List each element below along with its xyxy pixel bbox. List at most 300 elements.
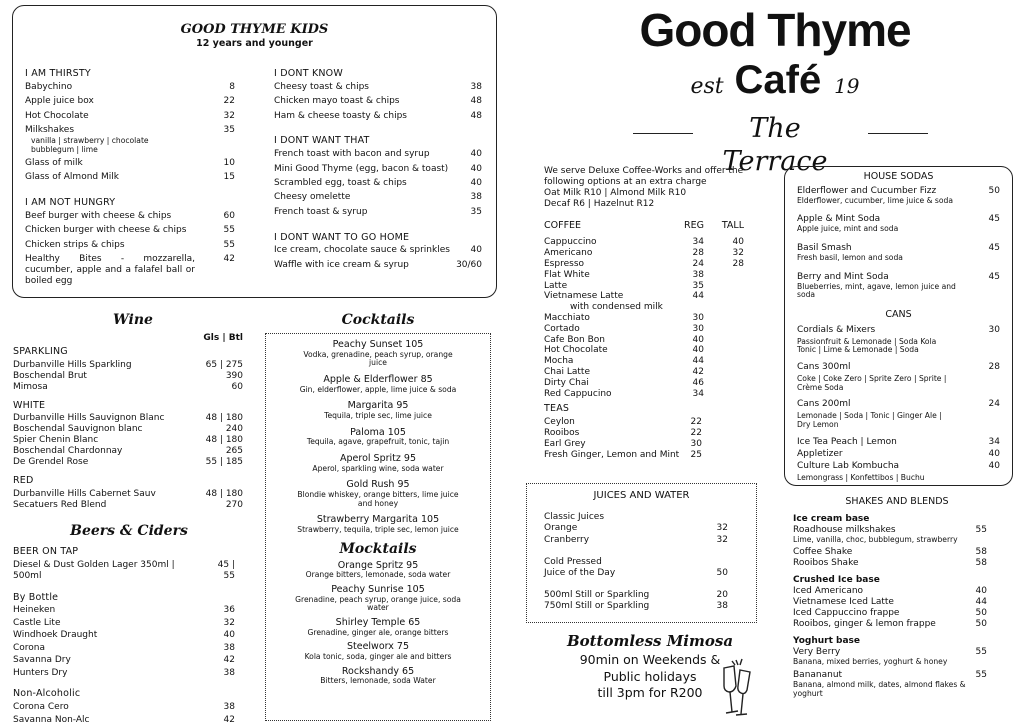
item-name: Apple juice box — [25, 96, 94, 107]
juice-item — [544, 523, 728, 534]
item-name: Cortado — [544, 323, 580, 334]
item-price-tall — [704, 389, 744, 400]
item-name: Secatuers Red Blend — [13, 499, 107, 510]
drink-name: Steelworx 75 — [346, 641, 410, 653]
item-name: Appletizer — [797, 448, 843, 459]
item-description: Lemonade | Soda | Tonic | Ginger Ale | Dry Lemon — [797, 411, 942, 430]
item-description: Fresh basil, lemon and soda — [797, 252, 903, 262]
menu-item — [274, 164, 482, 175]
item-description: Coke | Coke Zero | Sprite Zero | Sprite | Crème Soda — [797, 374, 947, 392]
item-price-tall: 32 — [732, 248, 744, 259]
cans-title: CANS — [885, 309, 912, 321]
item-name: Very Berry — [793, 647, 841, 658]
wine-item — [13, 489, 243, 500]
item-price: 40 — [988, 448, 1000, 459]
drink-item — [270, 479, 486, 508]
wine-section — [13, 312, 243, 510]
coffee-item — [544, 389, 744, 400]
coffee-section — [544, 166, 744, 461]
item-name: Red Cappucino — [544, 388, 612, 399]
item-description: Lime, vanilla, choc, bubblegum, strawberry — [793, 534, 958, 544]
beer-item — [13, 618, 235, 629]
drink-description: Tequila, triple sec, lime juice — [324, 410, 432, 420]
soda-item — [797, 186, 1000, 197]
item-name: Cranberry — [544, 534, 590, 545]
brand-est: est — [690, 74, 724, 99]
beer-item — [13, 643, 235, 654]
menu-item — [274, 245, 482, 256]
item-price: 55 — [223, 239, 235, 250]
coffee-item — [544, 313, 744, 324]
menu-item — [25, 172, 235, 183]
item-name: Savanna Dry — [13, 655, 71, 666]
item-price: 24 — [988, 399, 1000, 410]
soda-item — [797, 272, 1000, 283]
item-price: 48 — [470, 110, 482, 121]
item-name: Fresh Ginger, Lemon and Mint — [544, 449, 680, 460]
item-description: Banana, mixed berries, yoghurt & honey — [793, 657, 948, 667]
menu-item — [274, 82, 482, 93]
coffee-list — [544, 237, 744, 399]
item-price-reg: 35 — [692, 280, 704, 291]
item-price-tall — [704, 291, 744, 302]
item-name: Diesel & Dust Golden Lager 350ml | 500ml — [13, 559, 175, 581]
item-price: 55 — [975, 524, 987, 535]
kids-section-heading: I DONT WANT THAT — [274, 135, 370, 147]
beer-item — [13, 655, 235, 666]
mimosa-line-2: Public holidays — [603, 668, 697, 684]
item-description: with condensed milk — [570, 302, 663, 313]
can-item — [797, 437, 1000, 448]
item-price-tall — [704, 367, 744, 378]
wine-item — [13, 360, 243, 371]
item-name: Waffle with ice cream & syrup — [274, 259, 409, 270]
wine-col-header: Gls | Btl — [203, 333, 243, 344]
cans-list — [797, 325, 1000, 483]
item-price: 40 — [988, 460, 1000, 471]
drink-item — [270, 374, 486, 394]
item-price-tall: 40 — [732, 237, 744, 248]
item-description: Elderflower, cucumber, lime juice & soda — [797, 195, 954, 205]
tea-item — [544, 439, 702, 450]
item-price: 48 | 180 — [205, 413, 243, 424]
soda-list — [797, 186, 1000, 300]
shake-section-heading: Crushed Ice base — [793, 575, 880, 586]
item-name: Cold Pressed — [544, 556, 602, 567]
coffee-item — [544, 291, 744, 302]
item-name: Babychino — [25, 81, 73, 92]
item-name: Iced Americano — [793, 586, 864, 597]
juice-item — [544, 579, 728, 590]
cocktails-section — [265, 312, 491, 721]
wine-section-heading: RED — [13, 474, 34, 486]
item-price: 58 — [975, 558, 987, 569]
drink-description: Blondie whiskey, orange bitters, lime juice and honey — [297, 489, 459, 508]
item-name: Ice cream, chocolate sauce & sprinkles — [274, 245, 450, 256]
item-price: 50 — [716, 568, 728, 578]
drink-description: Kola tonic, soda, ginger ale and bitters — [304, 651, 452, 661]
item-name: Ice Tea Peach | Lemon — [797, 436, 897, 447]
item-name: Roadhouse milkshakes — [793, 524, 896, 535]
item-name: Mimosa — [13, 381, 48, 392]
item-price: 40 — [470, 245, 482, 256]
shakes-title: SHAKES AND BLENDS — [845, 496, 949, 507]
menu-item — [25, 254, 235, 287]
kids-title: GOOD THYME KIDS — [180, 22, 329, 37]
item-name: Latte — [544, 280, 568, 291]
item-price-reg: 46 — [692, 377, 704, 388]
item-name: Boschendal Sauvignon blanc — [13, 424, 143, 435]
drink-description: Orange bitters, lemonade, soda water — [305, 570, 451, 580]
can-item — [797, 325, 1000, 336]
item-description: Blueberries, mint, agave, lemon juice and soda — [797, 281, 956, 300]
item-name: Cafe Bon Bon — [544, 334, 605, 345]
drink-item — [270, 666, 486, 686]
drink-item — [270, 641, 486, 661]
item-name: Earl Grey — [544, 438, 586, 449]
coffee-item — [544, 237, 744, 248]
menu-item — [274, 96, 482, 107]
shake-section-heading: Yoghurt base — [793, 636, 860, 647]
menu-item — [25, 111, 235, 122]
item-name: Castle Lite — [13, 617, 61, 628]
item-name: Chicken burger with cheese & chips — [25, 225, 187, 236]
item-price: 38 — [223, 642, 235, 653]
beer-item — [13, 630, 235, 641]
item-name: Mocha — [544, 356, 574, 367]
beer-section-heading: Non-Alcoholic — [13, 688, 81, 700]
item-price: 44 — [975, 597, 987, 608]
item-name: Culture Lab Kombucha — [797, 460, 900, 471]
item-price: 45 — [988, 242, 1000, 253]
item-name: Cheesy toast & chips — [274, 81, 370, 92]
item-price: 390 — [225, 370, 243, 381]
drink-name: Rockshandy 65 — [341, 665, 415, 677]
item-price: 50 — [988, 185, 1000, 196]
item-description: Passionfruit & Lemonade | Soda Kola Tonic | Lime & Lemonade | Soda — [797, 336, 937, 355]
coffee-heading: COFFEE — [544, 219, 582, 231]
item-price-reg: 24 — [692, 259, 704, 270]
drink-name: Apple & Elderflower 85 — [323, 374, 433, 386]
drink-name: Orange Spritz 95 — [337, 559, 419, 571]
beer-item — [13, 668, 235, 679]
item-name: Banananut — [793, 669, 843, 680]
kids-section-heading: I DONT KNOW — [274, 68, 343, 79]
item-name: Windhoek Draught — [13, 630, 98, 641]
brand-cafe: Café — [734, 58, 822, 102]
item-price: 55 — [975, 647, 987, 658]
item-name: Cans 300ml — [797, 362, 851, 373]
item-name: Ham & cheese toasty & chips — [274, 110, 407, 121]
menu-item — [25, 82, 235, 93]
item-name: Spier Chenin Blanc — [13, 435, 99, 446]
item-description: Lemongrass | Konfettibos | Buchu — [797, 472, 925, 482]
tea-item — [544, 417, 702, 428]
item-price: 10 — [223, 157, 235, 168]
item-price: 60 — [231, 381, 243, 392]
item-name: Chicken mayo toast & chips — [274, 96, 400, 107]
kids-subtitle: 12 years and younger — [196, 37, 313, 49]
shake-item — [793, 619, 987, 630]
drink-description: Vodka, grenadine, peach syrup, orange juice — [303, 349, 453, 368]
juices-title: JUICES AND WATER — [593, 490, 690, 501]
item-price-reg: 30 — [692, 313, 704, 324]
item-name: 500ml Still or Sparkling — [544, 590, 650, 601]
mocktail-list — [270, 560, 486, 686]
drink-item — [270, 339, 486, 368]
wine-title: Wine — [113, 312, 153, 328]
item-price: 38 — [223, 667, 235, 678]
coffee-intro: We serve Deluxe Coffee-Works and offer the following options at an extra charge — [544, 166, 744, 187]
shakes-section — [793, 496, 987, 701]
drink-item — [270, 560, 486, 580]
item-price-tall — [704, 313, 744, 324]
wine-section-heading: SPARKLING — [13, 346, 68, 358]
kids-menu-box — [12, 5, 497, 298]
item-price: 30 — [690, 438, 702, 449]
item-name: Heineken — [13, 605, 56, 616]
drink-name: Aperol Spritz 95 — [340, 452, 416, 464]
juice-item — [544, 512, 728, 523]
drink-name: Gold Rush 95 — [346, 479, 410, 491]
item-name: Rooibos, ginger & lemon frappe — [793, 619, 936, 630]
coffee-item — [544, 270, 744, 281]
item-price-reg: 34 — [692, 237, 704, 248]
shake-item — [793, 525, 987, 536]
can-item — [797, 449, 1000, 460]
item-name: Scrambled egg, toast & chips — [274, 178, 407, 188]
item-name: Flat White — [544, 269, 590, 280]
item-name: Cans 200ml — [797, 399, 851, 410]
item-name: Chai Latte — [544, 367, 590, 378]
drink-name: Strawberry Margarita 105 — [316, 514, 440, 526]
item-name: Durbanville Hills Cabernet Sauv — [13, 488, 156, 499]
kids-section-heading: I AM THIRSTY — [25, 68, 91, 79]
cocktails-box — [265, 333, 491, 721]
item-price: 270 — [225, 499, 243, 510]
kids-section-heading: I AM NOT HUNGRY — [25, 197, 116, 209]
item-price: 40 — [975, 586, 987, 597]
drink-item — [270, 453, 486, 473]
can-item — [797, 399, 1000, 410]
item-price: 38 — [223, 702, 235, 713]
item-price-reg: 34 — [692, 388, 704, 399]
mimosa-title: Bottomless Mimosa — [566, 632, 734, 650]
wine-item — [13, 382, 243, 393]
item-name: Apple & Mint Soda — [797, 214, 881, 225]
beer-section-heading: BEER ON TAP — [13, 546, 79, 558]
menu-item — [25, 125, 235, 136]
wine-list — [13, 346, 243, 510]
item-price: 38 — [716, 601, 728, 612]
item-name: Savanna Non-Alc — [13, 714, 90, 723]
item-price: 25 — [690, 449, 702, 460]
item-price-tall — [704, 335, 744, 346]
item-name: Hot Chocolate — [25, 110, 89, 121]
mimosa-line-1: 90min on Weekends & — [579, 652, 721, 668]
item-price-tall — [704, 356, 744, 367]
item-price: 34 — [988, 436, 1000, 447]
item-price: 32 — [223, 110, 235, 121]
drink-description: Grenadine, ginger ale, orange bitters — [307, 627, 449, 637]
coffee-item — [544, 248, 744, 259]
item-price: 45 — [988, 214, 1000, 225]
item-name: Chicken strips & chips — [25, 239, 125, 250]
item-price-tall: 28 — [732, 259, 744, 270]
item-price: 20 — [716, 590, 728, 601]
item-name: Durbanville Hills Sauvignon Blanc — [13, 413, 165, 424]
beer-item — [13, 560, 235, 582]
item-price: 40 — [470, 178, 482, 188]
tea-list — [544, 417, 702, 461]
menu-item — [274, 192, 482, 203]
wine-item — [13, 446, 243, 457]
item-price: 45 | 55 — [217, 559, 235, 581]
item-price-reg: 40 — [692, 345, 704, 356]
item-name: Espresso — [544, 259, 585, 270]
wine-item — [13, 371, 243, 382]
menu-item — [25, 211, 235, 222]
coffee-item — [544, 378, 744, 389]
wine-item — [13, 435, 243, 446]
item-name: Cheesy omelette — [274, 192, 351, 203]
coffee-item — [544, 367, 744, 378]
tea-item — [544, 428, 702, 439]
item-price: 265 — [225, 446, 243, 457]
item-price — [710, 557, 728, 568]
item-name: Hunters Dry — [13, 667, 68, 678]
drink-description: Aperol, sparkling wine, soda water — [312, 463, 444, 473]
item-price-tall — [704, 345, 744, 356]
coffee-item — [544, 345, 744, 356]
item-price: 48 | 180 — [205, 435, 243, 446]
drink-description: Strawberry, tequila, triple sec, lemon juice — [297, 524, 459, 534]
item-description: vanilla | strawberry | chocolate bubblegum | lime — [31, 136, 149, 155]
drink-description: Grenadine, peach syrup, orange juice, soda water — [295, 594, 461, 613]
beer-item — [13, 715, 235, 723]
kids-right-column — [274, 64, 482, 274]
item-name: Healthy Bites - mozzarella, cucumber, apple and a falafel ball or boiled egg — [25, 254, 195, 287]
wine-item — [13, 457, 243, 468]
item-name: De Grendel Rose — [13, 456, 89, 467]
item-name: Elderflower and Cucumber Fizz — [797, 185, 937, 196]
brand-title: Good Thyme — [639, 4, 911, 56]
wine-item — [13, 424, 243, 435]
item-name: Americano — [544, 248, 593, 259]
item-price: 40 — [470, 163, 482, 174]
item-price: 35 — [223, 124, 235, 135]
item-price: 22 — [690, 427, 702, 438]
drink-name: Peachy Sunset 105 — [332, 339, 424, 351]
item-name: Vietnamese Iced Latte — [793, 597, 894, 608]
can-item — [797, 362, 1000, 373]
item-price: 15 — [223, 172, 235, 183]
drink-item — [270, 617, 486, 637]
item-price: 22 — [690, 416, 702, 427]
item-name: Vietnamese Latte — [544, 291, 624, 302]
shake-item — [793, 608, 987, 619]
item-name: Milkshakes — [25, 124, 75, 135]
drink-item — [270, 514, 486, 534]
item-name: Cappuccino — [544, 237, 597, 248]
mimosa-line-3: till 3pm for R200 — [597, 684, 703, 700]
item-price-tall — [704, 281, 744, 292]
item-price-tall — [704, 270, 744, 281]
tea-item — [544, 450, 702, 461]
shake-item — [793, 597, 987, 608]
item-name: Orange — [544, 523, 578, 534]
wine-section-heading: WHITE — [13, 399, 46, 411]
drink-name: Paloma 105 — [350, 426, 406, 438]
shake-section-heading: Ice cream base — [793, 513, 870, 524]
item-price — [710, 546, 728, 557]
juice-item — [544, 568, 728, 579]
item-name: Coffee Shake — [793, 547, 853, 558]
champagne-glasses-icon — [712, 656, 762, 720]
brand-cafe-line — [600, 58, 950, 113]
sodas-box — [784, 166, 1013, 486]
item-name: Hot Chocolate — [544, 345, 608, 356]
coffee-item — [544, 356, 744, 367]
can-item — [797, 461, 1000, 472]
item-price: 60 — [223, 210, 235, 221]
item-name: Boschendal Chardonnay — [13, 446, 123, 457]
item-price: 50 — [975, 608, 987, 619]
item-name: Dirty Chai — [544, 377, 589, 388]
juices-box — [526, 483, 757, 623]
shake-item — [793, 558, 987, 569]
juice-item — [544, 590, 728, 601]
drink-item — [270, 400, 486, 420]
teas-heading: TEAS — [544, 403, 570, 415]
menu-item — [274, 207, 482, 218]
drink-item — [270, 427, 486, 447]
wine-item — [13, 413, 243, 424]
menu-item — [274, 111, 482, 122]
item-price-reg: 40 — [692, 334, 704, 345]
item-name: Macchiato — [544, 313, 590, 324]
item-name: French toast & syrup — [274, 206, 368, 217]
divider-right — [868, 133, 928, 134]
cocktails-title: Cocktails — [341, 312, 415, 328]
item-price: 55 — [223, 225, 235, 236]
item-name: Rooibos — [544, 427, 580, 438]
item-price: 30/60 — [456, 259, 482, 270]
item-price: 36 — [223, 605, 235, 616]
item-name: Iced Cappuccino frappe — [793, 608, 900, 619]
item-price: 42 — [223, 714, 235, 723]
coffee-item — [544, 335, 744, 346]
beer-item — [13, 605, 235, 616]
item-price: 42 — [223, 655, 235, 666]
item-price-tall — [704, 324, 744, 335]
menu-item — [25, 225, 235, 236]
item-name: Beef burger with cheese & chips — [25, 210, 172, 221]
coffee-header — [544, 220, 744, 232]
item-name: Berry and Mint Soda — [797, 271, 889, 282]
coffee-options-1: Oat Milk R10 | Almond Milk R10 — [544, 187, 687, 198]
beer-section-heading: By Bottle — [13, 591, 59, 603]
menu-item — [274, 149, 482, 160]
juice-list — [544, 512, 728, 612]
menu-item — [274, 178, 482, 189]
item-name: Mini Good Thyme (egg, bacon & toast) — [274, 163, 449, 174]
item-price: 45 — [988, 271, 1000, 282]
brand-terrace: The Terrace — [722, 113, 828, 177]
item-price: 42 — [223, 254, 235, 265]
item-name: Durbanville Hills Sparkling — [13, 359, 132, 370]
item-price: 240 — [225, 424, 243, 435]
